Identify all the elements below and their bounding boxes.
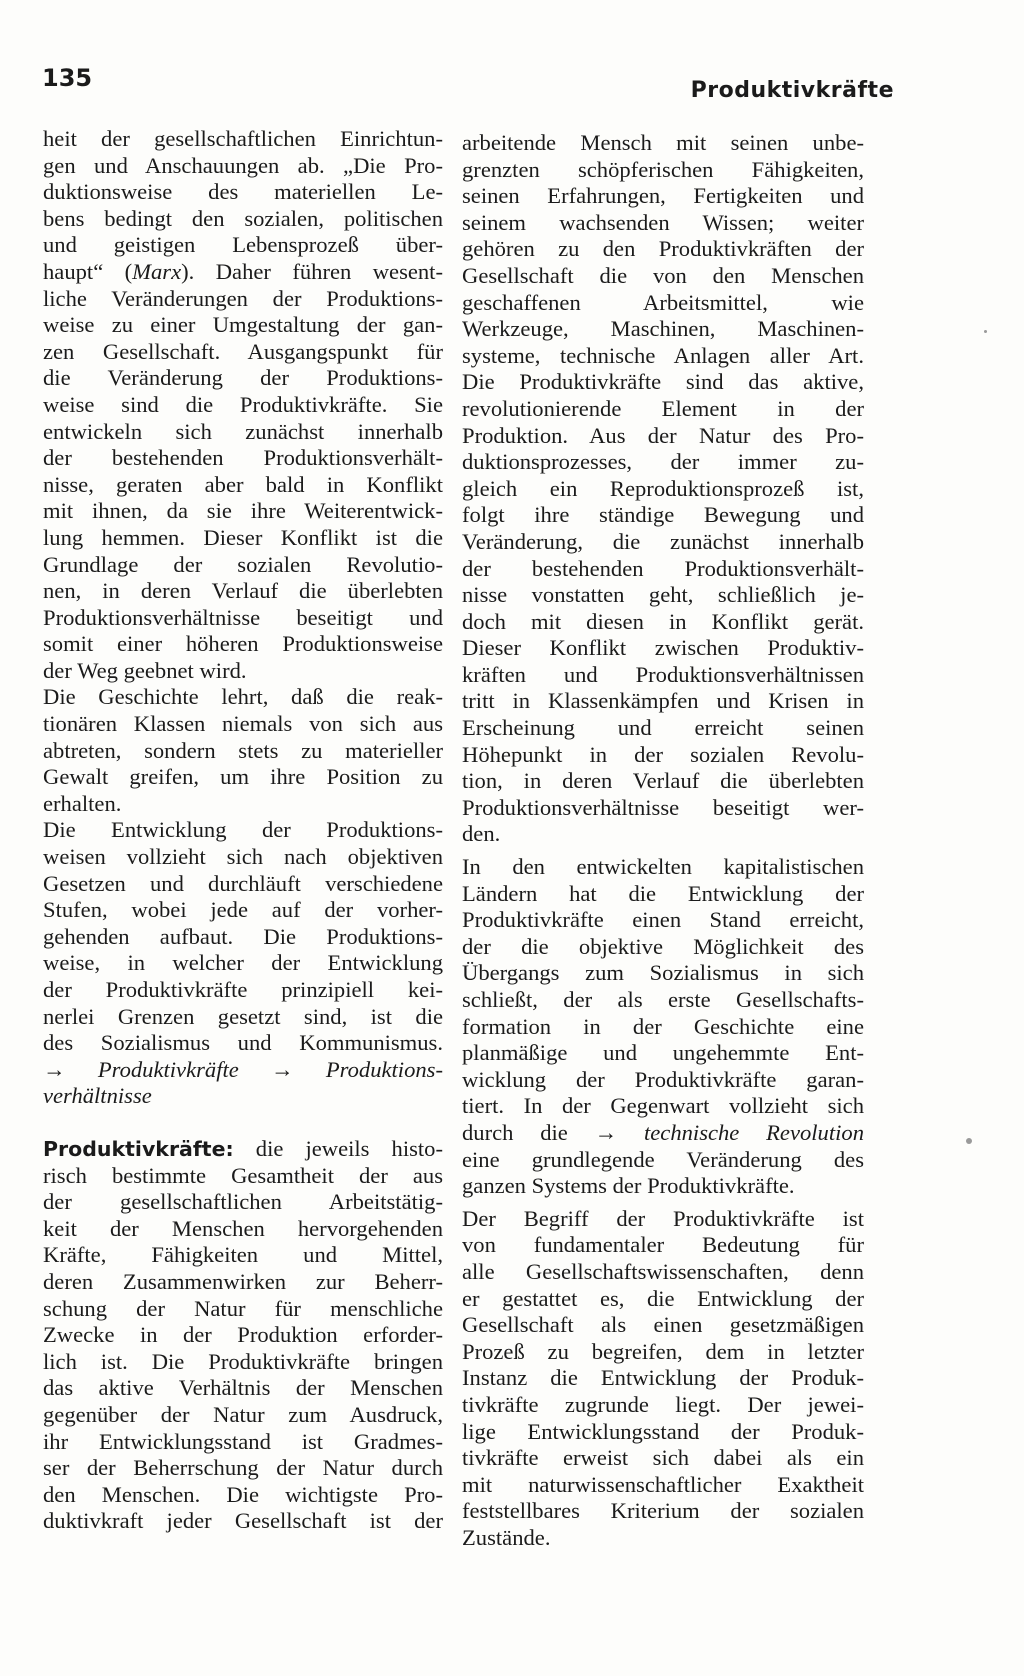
text-line: durch die → technische Revolution <box>462 1119 864 1145</box>
text-line: ser der Beherrschung der Natur durch <box>43 1455 443 1481</box>
text-line: der Produktivkräfte prinzipiell kei- <box>43 977 443 1002</box>
text-line: Produktionsverhältnisse beseitigt wer- <box>462 794 864 820</box>
text-line: er gestattet es, die Entwicklung der <box>462 1285 864 1311</box>
cross-reference-link[interactable]: Produktions- <box>325 1056 443 1082</box>
author-citation: Marx <box>132 258 182 284</box>
text-line: und geistigen Lebensprozeß über- <box>43 232 443 258</box>
text-line: systeme, technische Anlagen aller Art. <box>462 342 864 368</box>
paragraph <box>462 130 864 848</box>
text-line: schung der Natur für menschliche <box>43 1295 443 1321</box>
text-line: duktionsweise des materiellen Le- <box>43 179 443 205</box>
text-line: mit naturwissenschaftlicher Exaktheit <box>462 1471 864 1497</box>
arrow-icon: → <box>271 1056 294 1082</box>
text-line: gehenden aufbaut. Die Produktions- <box>43 923 443 949</box>
text-line: Gewalt greifen, um ihre Position zu <box>43 764 443 790</box>
text-line: Prozeß zu begreifen, dem in letzter <box>462 1338 864 1364</box>
paragraph <box>43 126 443 684</box>
text-line: Zwecke in der Produktion erforder- <box>43 1322 443 1348</box>
text-line: lich ist. Die Produktivkräfte bringen <box>43 1348 443 1374</box>
arrow-icon: → <box>43 1056 66 1082</box>
paper-speck <box>966 1138 972 1144</box>
cross-reference-link[interactable]: technische Revolution <box>643 1119 864 1145</box>
arrow-icon: → <box>594 1119 618 1145</box>
text-line: Gesellschaft als einen gesetzmäßigen <box>462 1312 864 1338</box>
dictionary-entry <box>43 1136 443 1535</box>
text-line: weise zu einer Umgestaltung der gan- <box>43 312 443 338</box>
text-line: erhalten. <box>43 790 122 816</box>
text-line: keit der Menschen hervorgehenden <box>43 1215 443 1241</box>
text-line: tivkräfte zugrunde liegt. Der jewei- <box>462 1391 864 1417</box>
text-line: tritt in Klassenkämpfen und Krisen in <box>462 688 864 714</box>
text-line: eine grundlegende Veränderung des <box>462 1146 864 1172</box>
text-line: Dieser Konflikt zwischen Produktiv- <box>462 635 864 661</box>
text-line: weisen vollzieht sich nach objektiven <box>43 844 443 870</box>
text-line: Veränderung, die zunächst innerhalb <box>462 528 864 554</box>
text-line: bens bedingt den sozialen, politischen <box>43 205 443 231</box>
text-line: schließt, der als erste Gesellschafts- <box>462 987 864 1012</box>
text-line: Werkzeuge, Maschinen, Maschinen- <box>462 316 864 342</box>
text-line: Produktivkräfte: die jeweils histo- <box>43 1135 443 1161</box>
text-line: revolutionierende Element in der <box>462 395 864 421</box>
text-line: Die Geschichte lehrt, daß die reak- <box>43 684 443 710</box>
text-line: nisse, geraten aber bald in Konflikt <box>43 471 443 497</box>
text-line: der bestehenden Produktionsverhält- <box>43 445 443 471</box>
cross-reference-link[interactable]: verhältnisse <box>43 1083 152 1109</box>
text-line: ihr Entwicklungsstand ist Gradmes- <box>43 1428 443 1454</box>
text-line: deren Zusammenwirken zur Beherr- <box>43 1268 443 1294</box>
text-line: folgt ihre ständige Bewegung und <box>462 502 864 528</box>
text-line: Erscheinung und erreicht seinen <box>462 715 864 741</box>
text-line: gehören zu den Produktivkräften der <box>462 236 864 262</box>
text-line: grenzten schöpferischen Fähigkeiten, <box>462 156 864 182</box>
text-line: tivkräfte erweist sich dabei als ein <box>462 1445 864 1471</box>
text-line: Höhepunkt in der sozialen Revolu- <box>462 741 864 767</box>
text-line: den. <box>462 821 501 847</box>
paragraph <box>462 854 864 1200</box>
right-column <box>462 130 864 1551</box>
text-line: tionären Klassen niemals von sich aus <box>43 711 443 737</box>
running-head: Produktivkräfte <box>690 78 894 103</box>
text-line: mit ihnen, da sie ihre Weiterentwick- <box>43 498 443 524</box>
text-line: Grundlage der sozialen Revolutio- <box>43 551 443 577</box>
text-line: Gesellschaft die von den Menschen <box>462 262 864 288</box>
text-line: Übergangs zum Sozialismus in sich <box>462 960 864 986</box>
text-line: der die objektive Möglichkeit des <box>462 933 864 959</box>
text-line: nen, in deren Verlauf die überlebten <box>43 578 443 604</box>
paragraph <box>43 684 443 817</box>
text-line: der gesellschaftlichen Arbeitstätig- <box>43 1189 443 1215</box>
page-number: 135 <box>42 64 93 92</box>
text-line: die Veränderung der Produktions- <box>43 365 443 391</box>
paper-speck <box>984 330 987 333</box>
text-line: Produktionsverhältnisse beseitigt und <box>43 604 443 630</box>
text-line: somit einer höheren Produktionsweise <box>43 631 443 657</box>
text-line: lung hemmen. Dieser Konflikt ist die <box>43 524 443 550</box>
text-line: wicklung der Produktivkräfte garan- <box>462 1066 864 1092</box>
text-line: In den entwickelten kapitalistischen <box>462 854 864 880</box>
left-column <box>43 126 443 1535</box>
text-line: heit der gesellschaftlichen Einrichtun- <box>43 126 443 151</box>
text-line: entwickeln sich zunächst innerhalb <box>43 418 443 444</box>
text-line: doch mit diesen in Konflikt gerät. <box>462 608 864 634</box>
text-line: gen und Anschauungen ab. „Die Pro- <box>43 152 443 178</box>
text-line: haupt“ (Marx). Daher führen wesent- <box>43 258 443 284</box>
text-line: zen Gesellschaft. Ausgangspunkt für <box>43 338 443 364</box>
text-line: Instanz die Entwicklung der Produk- <box>462 1365 864 1391</box>
cross-reference-line <box>43 1057 443 1084</box>
text-line: weise sind die Produktivkräfte. Sie <box>43 391 443 417</box>
text-line: der Weg geebnet wird. <box>43 657 247 683</box>
text-line: liche Veränderungen der Produktions- <box>43 285 443 311</box>
text-line: geschaffenen Arbeitsmittel, wie <box>462 289 864 315</box>
text-line: nisse vonstatten geht, schließlich je- <box>462 582 864 608</box>
text-line: ganzen Systems der Produktivkräfte. <box>462 1173 795 1199</box>
text-line: planmäßige und ungehemmte Ent- <box>462 1040 864 1066</box>
text-line: kräften und Produktionsverhältnissen <box>462 661 864 687</box>
text-line: Produktion. Aus der Natur des Pro- <box>462 422 864 448</box>
text-line: nerlei Grenzen gesetzt sind, ist die <box>43 1003 443 1029</box>
cross-reference-link[interactable]: Produktivkräfte <box>97 1056 239 1082</box>
text-line: Die Entwicklung der Produktions- <box>43 817 443 843</box>
text-line: das aktive Verhältnis der Menschen <box>43 1375 443 1401</box>
text-line: duktivkraft jeder Gesellschaft ist der <box>43 1508 443 1534</box>
text-line: der bestehenden Produktionsverhält- <box>462 555 864 581</box>
text-line: feststellbares Kriterium der sozialen <box>462 1498 864 1524</box>
text-line: weise, in welcher der Entwicklung <box>43 950 443 976</box>
text-line: Ländern hat die Entwicklung der <box>462 880 864 906</box>
paragraph <box>43 817 443 1110</box>
text-line: formation in der Geschichte eine <box>462 1013 864 1039</box>
text-line: lige Entwicklungsstand der Produk- <box>462 1418 864 1444</box>
text-line: Zustände. <box>462 1524 551 1550</box>
text-line: tion, in deren Verlauf die überlebten <box>462 768 864 794</box>
text-line: Stufen, wobei jede auf der vorher- <box>43 897 443 923</box>
text-line: des Sozialismus und Kommunismus. <box>43 1030 443 1056</box>
text-line: Kräfte, Fähigkeiten und Mittel, <box>43 1242 443 1268</box>
text-line: gleich ein Reproduktionsprozeß ist, <box>462 475 864 501</box>
text-line: Gesetzen und durchläuft verschiedene <box>43 870 443 896</box>
paragraph <box>462 1206 864 1552</box>
text-line: seinen Erfahrungen, Fertigkeiten und <box>462 183 864 209</box>
text-line: Produktivkräfte einen Stand erreicht, <box>462 907 864 933</box>
entry-term: Produktivkräfte: <box>43 1136 234 1161</box>
text-line: seinem wachsenden Wissen; weiter <box>462 209 864 235</box>
text-line: von fundamentaler Bedeutung für <box>462 1232 864 1258</box>
text-line: Der Begriff der Produktivkräfte ist <box>462 1205 864 1231</box>
text-line: risch bestimmte Gesamtheit der aus <box>43 1162 443 1188</box>
text-line: alle Gesellschaftswissenschaften, denn <box>462 1258 864 1284</box>
text-line: den Menschen. Die wichtigste Pro- <box>43 1481 443 1507</box>
text-line: gegenüber der Natur zum Ausdruck, <box>43 1401 443 1427</box>
text-line: abtreten, sondern stets zu materieller <box>43 737 443 763</box>
text-line: Die Produktivkräfte sind das aktive, <box>462 369 864 395</box>
text-line: arbeitende Mensch mit seinen unbe- <box>462 130 864 155</box>
text-line: duktionsprozesses, der immer zu- <box>462 449 864 475</box>
text-line: tiert. In der Gegenwart vollzieht sich <box>462 1093 864 1119</box>
